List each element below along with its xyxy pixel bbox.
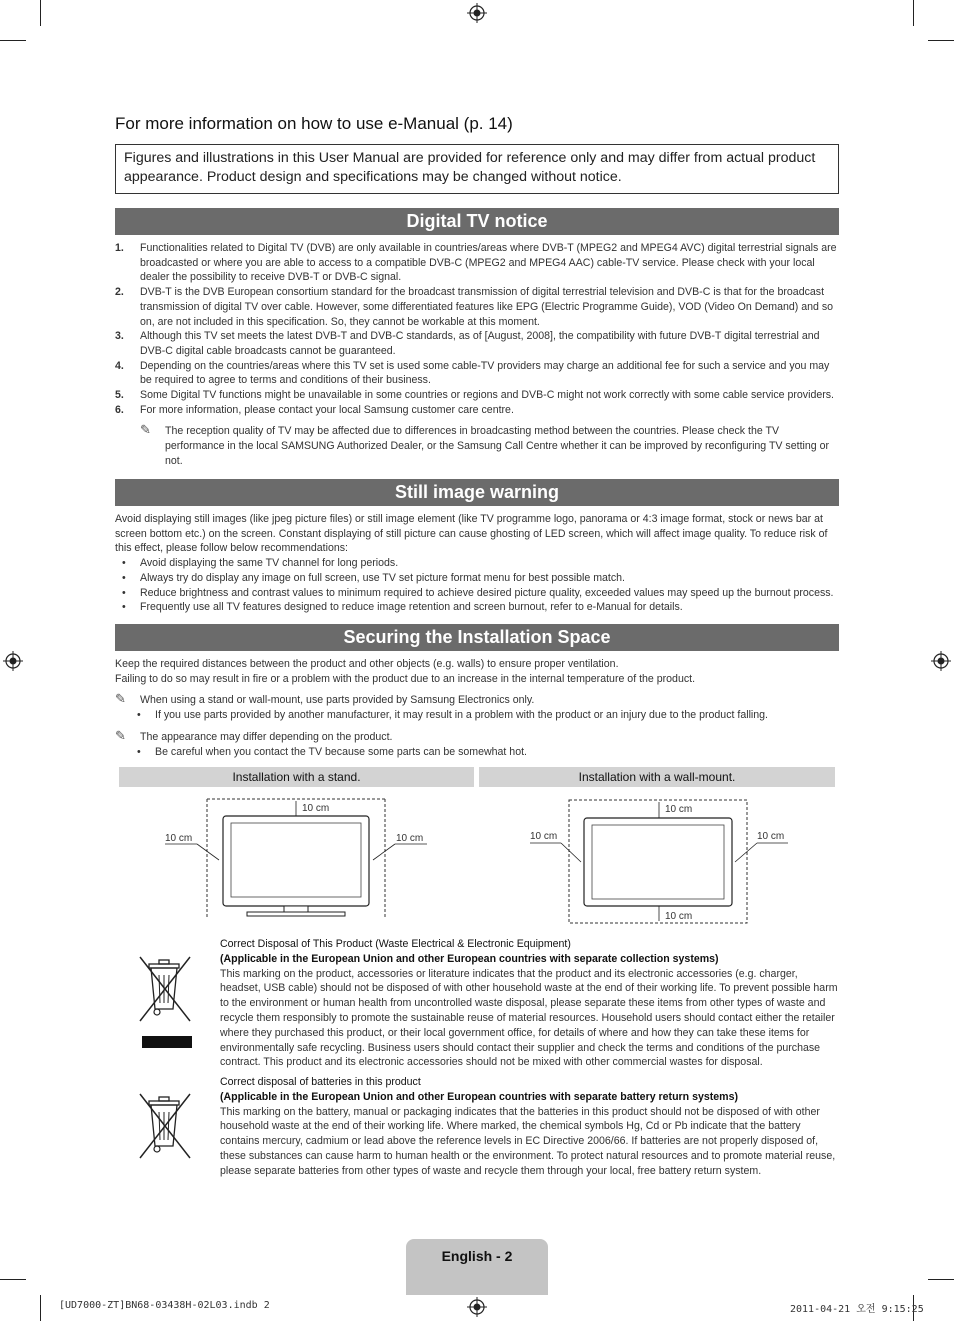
stand-diagram xyxy=(119,790,474,920)
battery-subtitle: (Applicable in the European Union and other European countries with separate battery return systems) xyxy=(220,1090,739,1103)
installation-note: ✎ When using a stand or wall-mount, use parts provided by Samsung Electronics only. xyxy=(115,691,535,707)
clearance-label-left: 10 cm xyxy=(165,833,193,844)
battery-title: Correct disposal of batteries in this product xyxy=(220,1076,421,1088)
page-number-tab: English - 2 xyxy=(406,1239,548,1295)
stand-label: Installation with a stand. xyxy=(119,767,474,787)
digital-tv-content xyxy=(115,241,837,469)
crop-mark xyxy=(40,1295,41,1321)
wall-mount-label: Installation with a wall-mount. xyxy=(479,767,835,787)
crop-mark xyxy=(928,40,954,41)
digital-tv-note: ✎ The reception quality of TV may be affected due to differences in broadcasting method between the countries. Please check the TV performance in the local SAMSUNG Authorized Dealer, or the Samsung Call Centre whether it can be improved by reconfiguring TV setting or not. xyxy=(140,422,830,467)
weee-notice xyxy=(220,937,838,1070)
crop-mark xyxy=(928,1279,954,1280)
list-item: 5. Some Digital TV functions might be unavailable in some countries or regions and DVB-C might not work correctly with some cable service providers. xyxy=(115,389,834,402)
clearance-label-top: 10 cm xyxy=(665,804,693,815)
installation-note: ✎ The appearance may differ depending on the product. xyxy=(115,727,393,743)
installation-line: Failing to do so may result in fire or a problem with the product due to an increase in the internal temperature of the product. xyxy=(115,672,696,685)
pencil-note-icon: ✎ xyxy=(115,727,126,743)
list-item: • Reduce brightness and contrast values to minimum required to achieve desired picture quality, exceeded values may speed up the burnout process. xyxy=(115,586,837,601)
clearance-label-left: 10 cm xyxy=(530,831,558,842)
clearance-label-bottom: 10 cm xyxy=(665,911,693,922)
still-image-content xyxy=(115,512,837,615)
list-item: • Frequently use all TV features designed to reduce image retention and screen burnout, refer to e-Manual for details. xyxy=(115,600,837,615)
registration-mark-icon xyxy=(931,651,951,671)
wall-mount-diagram xyxy=(479,790,835,926)
crop-mark xyxy=(0,40,26,41)
list-item: • If you use parts provided by another manufacturer, it may result in a problem with the product or an injury due to the product falling. xyxy=(130,708,837,723)
tv-on-stand xyxy=(223,816,369,916)
clearance-label-top: 10 cm xyxy=(302,803,330,814)
digital-tv-list xyxy=(115,241,837,417)
installation-content xyxy=(115,657,837,759)
weee-body: This marking on the product, accessories or literature indicates that the product and its electronic accessories (e.g. charger, headset, USB cable) should not be disposed of with other household waste at the end of their working life. To prevent possible harm to the environment or human health from uncontrolled waste disposal, please separate these items from other types of waste and recycle them responsibly to promote the sustainable reuse of material resources. Household users should contact either the retailer where they purchased this product, or their local government office, for details of where and how they can take these items for environmentally safe recycling. Business users should contact their supplier and check the terms and conditions of the purchase contract. This product and its electronic accessories should not be mixed with other commercial wastes for disposal. xyxy=(220,967,838,1069)
registration-mark-icon xyxy=(3,651,23,671)
clearance-label-right: 10 cm xyxy=(757,831,785,842)
installation-note-list xyxy=(130,708,837,723)
list-item: 1. Functionalities related to Digital TV (DVB) are only available in countries/areas where DVB-T (MPEG2 and MPEG4 AVC) digital terrestrial signals are broadcasted or where you are able to access to a compatible DVB-C (MPEG2 and MPEG4 AAC) cable-TV service. Please check with your local dealer the possibility to receive DVB-T or DVB-C signal. xyxy=(115,242,837,284)
section-title-installation: Securing the Installation Space xyxy=(115,624,839,651)
list-item: • Be careful when you contact the TV because some parts can be somewhat hot. xyxy=(130,745,837,760)
list-item: 2. DVB-T is the DVB European consortium standard for the broadcast transmission of digital terrestrial television and DVB-C is that for the broadcast transmission of digital TV over cable. However, some differentiated features like EPG (Electric Programme Guide), VOD (Video On Demand) and so on, are not included in this specification. So, they cannot be workable at this moment. xyxy=(115,286,834,328)
registration-mark-icon xyxy=(467,1297,487,1317)
page-heading: For more information on how to use e-Manual (p. 14) xyxy=(115,114,513,133)
installation-note-list xyxy=(130,745,837,760)
battery-body: This marking on the battery, manual or packaging indicates that the batteries in this product should not be disposed of with other household waste at the end of their working life. Where marked, the chemical symbols Hg, Cd or Pb indicate that the battery contains mercury, cadmium or lead above the reference levels in EC Directive 2006/66. If batteries are not properly disposed of, these substances can cause harm to human health or the environment. To protect natural resources and to promote material reuse, please separate batteries from other types of waste and recycle them through your local, free battery return system. xyxy=(220,1105,836,1177)
crossed-bin-icon xyxy=(135,1092,195,1160)
battery-notice xyxy=(220,1075,838,1179)
still-image-intro: Avoid displaying still images (like jpeg picture files) or still image element (like TV programme logo, panorama or 4:3 image format, stock or news bar at screen bottom etc.) on the screen. Constant displaying of still picture can cause ghosting of LED screen, which will affect image quality. To reduce risk of this effect, please follow below recommendations: xyxy=(115,513,828,555)
pencil-note-icon: ✎ xyxy=(115,691,126,707)
weee-subtitle: (Applicable in the European Union and other European countries with separate collection systems) xyxy=(220,952,719,965)
footer-timestamp: 2011-04-21 오전 9:15:25 xyxy=(790,1304,924,1315)
still-image-list xyxy=(115,556,837,615)
weee-title: Correct Disposal of This Product (Waste Electrical & Electronic Equipment) xyxy=(220,938,571,950)
crop-mark xyxy=(0,1279,26,1280)
section-title-digital-tv: Digital TV notice xyxy=(115,208,839,235)
crop-mark xyxy=(913,0,914,26)
disclaimer-box: Figures and illustrations in this User Manual are provided for reference only and may differ from actual product appearance. Product design and specifications may be changed without notice. xyxy=(115,144,839,194)
installation-line: Keep the required distances between the product and other objects (e.g. walls) to ensure proper ventilation. xyxy=(115,658,619,670)
section-title-still-image: Still image warning xyxy=(115,479,839,506)
crop-mark xyxy=(40,0,41,26)
pencil-note-icon: ✎ xyxy=(140,422,151,438)
list-item: 4. Depending on the countries/areas where this TV set is used some cable-TV providers may charge an additional fee for such a service and you may be required to agree to terms and conditions of their business. xyxy=(115,359,830,387)
list-item: • Avoid displaying the same TV channel for long periods. xyxy=(115,556,837,571)
registration-mark-icon xyxy=(467,3,487,23)
list-item: 6. For more information, please contact your local Samsung customer care centre. xyxy=(115,403,514,416)
footer-file-info: [UD7000-ZT]BN68-03438H-02L03.indb 2 xyxy=(59,1300,270,1311)
tv-wall-mounted xyxy=(584,818,732,906)
crossed-bin-icon xyxy=(135,955,195,1051)
list-item: 3. Although this TV set meets the latest DVB-T and DVB-C standards, as of [August, 2008], the compatibility with future DVB-T digital terrestrial and DVB-C digital cable broadcasts cannot be guaranteed. xyxy=(115,330,820,357)
clearance-label-right: 10 cm xyxy=(396,833,424,844)
list-item: • Always try do display any image on full screen, use TV set picture format menu for best possible match. xyxy=(115,571,837,586)
